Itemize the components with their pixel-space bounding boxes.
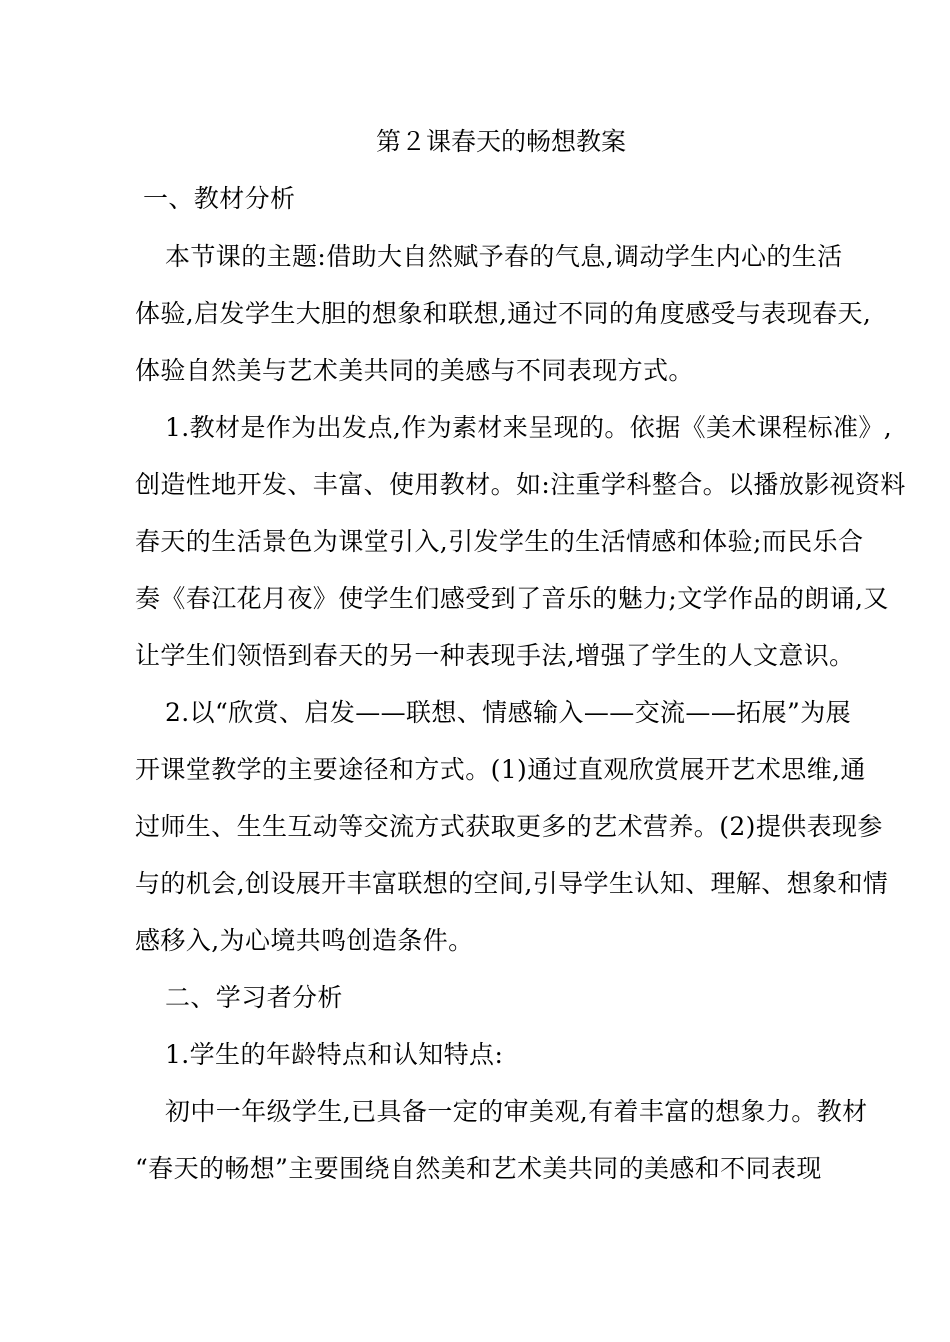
paragraph-line: 感移入,为心境共鸣创造条件。 bbox=[135, 926, 474, 955]
paragraph-line: 开课堂教学的主要途径和方式。(1)通过直观欣赏展开艺术思维,通 bbox=[135, 755, 866, 784]
paragraph-line: 初中一年级学生,已具备一定的审美观,有着丰富的想象力。教材 bbox=[165, 1097, 868, 1126]
paragraph-line: 与的机会,创设展开丰富联想的空间,引导学生认知、理解、想象和情 bbox=[135, 869, 889, 898]
document-title: 第２课春天的畅想教案 bbox=[375, 127, 626, 156]
subheading-line: 1.学生的年龄特点和认知特点: bbox=[165, 1040, 504, 1069]
paragraph-line: 过师生、生生互动等交流方式获取更多的艺术营养。(2)提供表现参 bbox=[135, 812, 883, 841]
paragraph-line: 体验,启发学生大胆的想象和联想,通过不同的角度感受与表现春天, bbox=[135, 299, 872, 328]
paragraph-line: 2.以“欣赏、启发——联想、情感输入——交流——拓展”为展 bbox=[165, 698, 852, 727]
paragraph-line: 让学生们领悟到春天的另一种表现手法,增强了学生的人文意识。 bbox=[135, 641, 855, 670]
section-heading-textbook-analysis: 一、教材分析 bbox=[143, 184, 296, 213]
paragraph-line: 创造性地开发、丰富、使用教材。如:注重学科整合。以播放影视资料 bbox=[135, 470, 906, 499]
paragraph-line: “春天的畅想”主要围绕自然美和艺术美共同的美感和不同表现 bbox=[135, 1154, 822, 1183]
paragraph-line: 本节课的主题:借助大自然赋予春的气息,调动学生内心的生活 bbox=[165, 242, 843, 271]
paragraph-line: 春天的生活景色为课堂引入,引发学生的生活情感和体验;而民乐合 bbox=[135, 527, 864, 556]
paragraph-line: 1.教材是作为出发点,作为素材来呈现的。依据《美术课程标准》, bbox=[165, 413, 893, 442]
section-heading-learner-analysis: 二、学习者分析 bbox=[165, 983, 343, 1012]
paragraph-line: 体验自然美与艺术美共同的美感与不同表现方式。 bbox=[135, 356, 694, 385]
paragraph-line: 奏《春江花月夜》使学生们感受到了音乐的魅力;文学作品的朗诵,又 bbox=[135, 584, 889, 613]
